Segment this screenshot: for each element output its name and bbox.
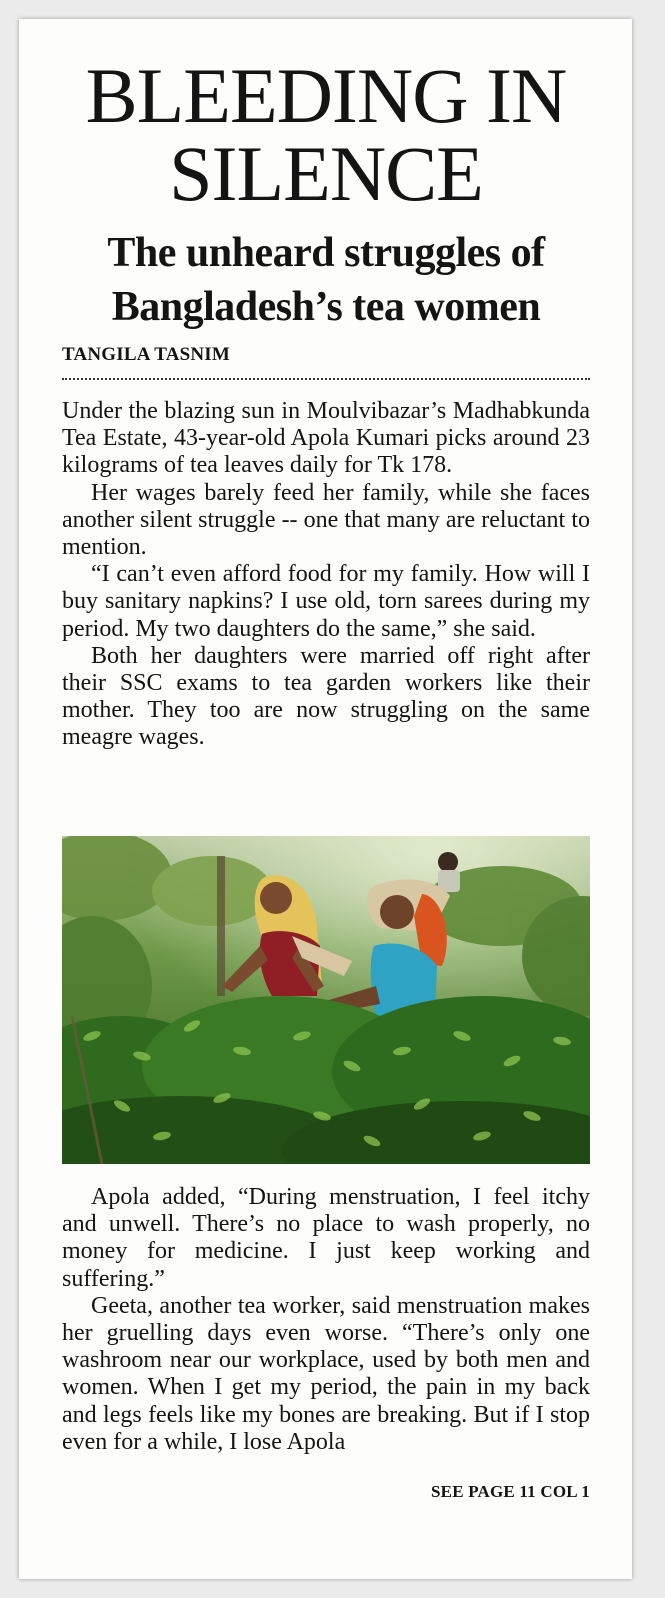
article-paragraph: Geeta, another tea worker, said menstruation makes her gruelling days even worse. “There’s only one washroom near our workplace, used by both men and women. When I get my period, the pain in my back and legs feels like my bones are breaking. But if I stop even for a while, I lose Apola [62, 1292, 590, 1455]
headline-line-2: SILENCE [169, 130, 483, 217]
headline [42, 52, 610, 217]
subheadline [42, 226, 610, 334]
photo-tea-pickers [62, 836, 590, 1164]
continuation-line: SEE PAGE 11 COL 1 [431, 1482, 590, 1501]
article-body-bottom [62, 1184, 590, 1456]
headline-line-1: BLEEDING IN [85, 52, 567, 139]
subheadline-line-1: The unheard struggles of [107, 230, 545, 276]
article-body-top [62, 398, 590, 752]
article-paragraph: Under the blazing sun in Moulvibazar’s Madhabkunda Tea Estate, 43-year-old Apola Kumari picks around 23 kilograms of tea leaves daily for Tk 178. [62, 398, 590, 479]
subheadline-line-2: Bangladesh’s tea women [111, 284, 541, 330]
article-photo [62, 836, 590, 1164]
article-paragraph: Both her daughters were married off right after their SSC exams to tea garden workers like their mother. They too are now struggling on the same meagre wages. [62, 642, 590, 751]
article-paragraph: Her wages barely feed her family, while she faces another silent struggle -- one that many are reluctant to mention. [62, 479, 590, 561]
newspaper-page [19, 19, 632, 1579]
byline: TANGILA TASNIM [62, 344, 590, 380]
article-paragraph: Apola added, “During menstruation, I feel itchy and unwell. There’s no place to wash properly, no money for medicine. I just keep working and suffering.” [62, 1184, 590, 1292]
article-paragraph: “I can’t even afford food for my family. How will I buy sanitary napkins? I use old, torn sarees during my period. My two daughters do the same,” she said. [62, 561, 590, 642]
